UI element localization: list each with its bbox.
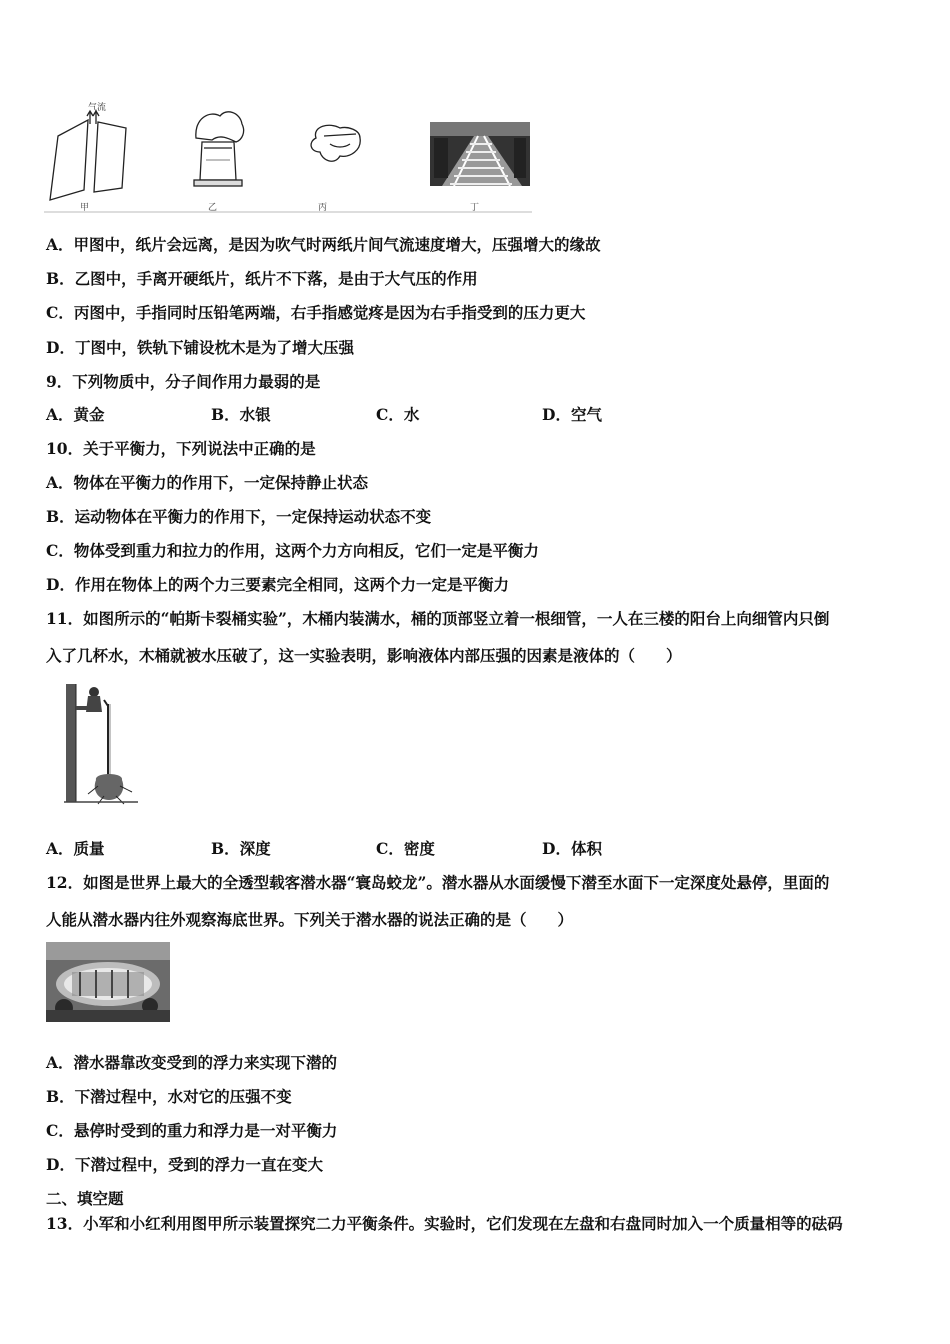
caption-jia: 甲 <box>80 203 90 213</box>
q9-option-a: A．黄金 <box>46 405 105 424</box>
q11-option-c: C．密度 <box>376 839 435 858</box>
q8-figure <box>44 98 534 214</box>
caption-ding: 丁 <box>470 203 480 213</box>
q12-option-a: A．潜水器靠改变受到的浮力来实现下潜的 <box>46 1053 338 1072</box>
q10-option-c: C．物体受到重力和拉力的作用，这两个力方向相反，它们一定是平衡力 <box>46 541 539 560</box>
q9-stem: 9．下列物质中，分子间作用力最弱的是 <box>46 372 321 391</box>
q11-stem-line2: 入了几杯水，木桶就被水压破了，这一实验表明，影响液体内部压强的因素是液体的（ ） <box>46 646 682 665</box>
q8-option-a: A．甲图中，纸片会远离，是因为吹气时两纸片间气流速度增大，压强增大的缘故 <box>46 235 601 254</box>
q10-option-b: B．运动物体在平衡力的作用下，一定保持运动状态不变 <box>46 507 432 526</box>
q11-option-d: D．体积 <box>542 839 602 858</box>
q13-stem-line1: 13．小军和小红利用图甲所示装置探究二力平衡条件。实验时，它们发现在左盘和右盘同时加入一个质量相等的砝码 <box>46 1214 843 1233</box>
q11-stem-line1: 11．如图所示的“帕斯卡裂桶实验”，木桶内装满水，桶的顶部竖立着一根细管，一人在三楼的阳台上向细管内只倒 <box>46 609 830 628</box>
q8-option-d: D．丁图中，铁轨下铺设枕木是为了增大压强 <box>46 338 354 357</box>
q9-option-d: D．空气 <box>542 405 602 424</box>
q12-option-b: B．下潜过程中，水对它的压强不变 <box>46 1087 292 1106</box>
q12-submersible-photo <box>46 942 170 1022</box>
q9-option-c: C．水 <box>376 405 420 424</box>
q12-stem-line1: 12．如图是世界上最大的全透型载客潜水器“寰岛蛟龙”。潜水器从水面缓慢下潜至水面下一定深度处悬停，里面的 <box>46 873 830 892</box>
q12-option-d: D．下潜过程中，受到的浮力一直在变大 <box>46 1155 323 1174</box>
q11-pascal-barrel-figure <box>64 682 140 806</box>
q10-option-d: D．作用在物体上的两个力三要素完全相同，这两个力一定是平衡力 <box>46 575 509 594</box>
q9-option-b: B．水银 <box>211 405 271 424</box>
q10-option-a: A．物体在平衡力的作用下，一定保持静止状态 <box>46 473 369 492</box>
caption-bing: 丙 <box>318 203 328 213</box>
q12-option-c: C．悬停时受到的重力和浮力是一对平衡力 <box>46 1121 338 1140</box>
airflow-label: 气流 <box>88 103 107 113</box>
q11-option-a: A．质量 <box>46 839 105 858</box>
q8-option-b: B．乙图中，手离开硬纸片，纸片不下落，是由于大气压的作用 <box>46 269 478 288</box>
section-fill-in-title: 二、填空题 <box>46 1189 124 1208</box>
q11-option-b: B．深度 <box>211 839 271 858</box>
q12-stem-line2: 人能从潜水器内往外观察海底世界。下列关于潜水器的说法正确的是（ ） <box>46 910 574 929</box>
figure-ding-railway <box>430 122 530 186</box>
caption-yi: 乙 <box>208 203 218 213</box>
q10-stem: 10．关于平衡力，下列说法中正确的是 <box>46 439 316 458</box>
q8-option-c: C．丙图中，手指同时压铅笔两端，右手指感觉疼是因为右手指受到的压力更大 <box>46 303 586 322</box>
